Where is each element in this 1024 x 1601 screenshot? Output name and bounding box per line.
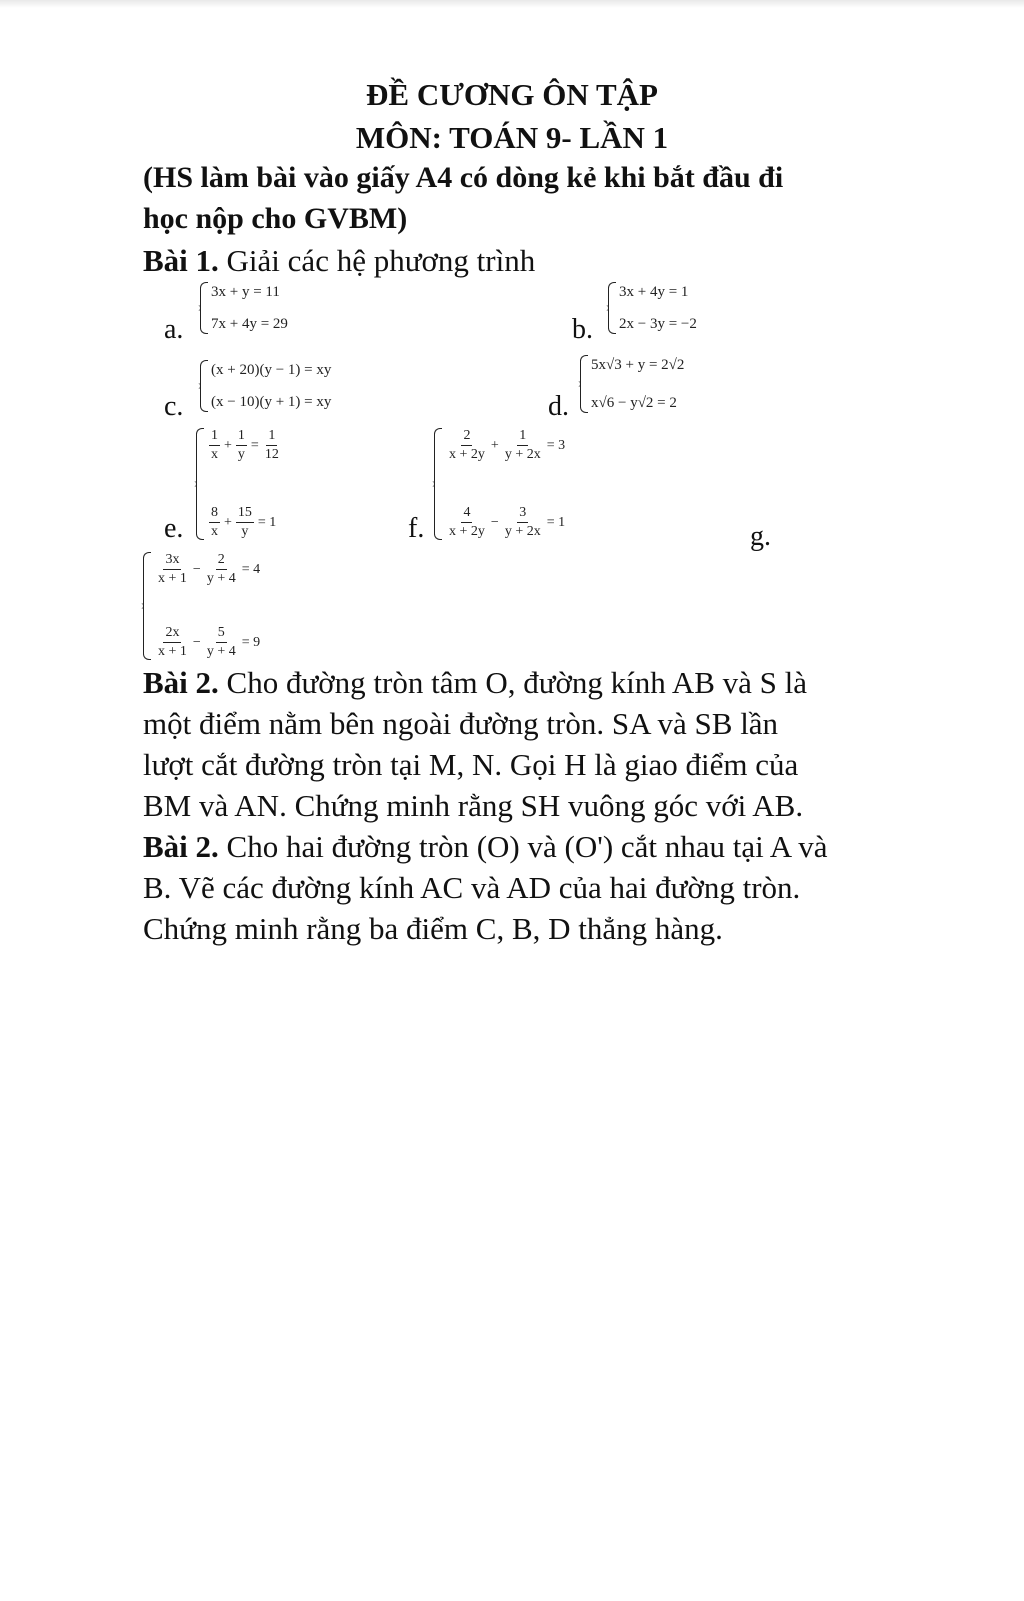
brace bbox=[196, 428, 204, 540]
fraction bbox=[205, 625, 238, 660]
fraction bbox=[447, 505, 487, 540]
exercise-2b-paragraph bbox=[143, 826, 943, 949]
denominator: y + 4 bbox=[206, 644, 236, 659]
exercise-2a-paragraph bbox=[143, 662, 943, 826]
right-hand-side: = 4 bbox=[241, 561, 261, 577]
exercise-1-heading bbox=[143, 240, 535, 282]
system-d bbox=[580, 355, 684, 413]
denominator: x + 1 bbox=[158, 644, 187, 659]
fraction bbox=[209, 505, 220, 540]
numerator: 3 bbox=[517, 505, 528, 523]
numerator: 8 bbox=[209, 505, 220, 523]
document-title: ĐỀ CƯƠNG ÔN TẬP bbox=[366, 77, 658, 112]
exercise-2a-text: Cho đường tròn tâm O, đường kính AB và S là bbox=[218, 665, 808, 700]
system-c-eq2: (x − 10)(y + 1) = xy bbox=[211, 394, 332, 410]
exercise-2b-text: Cho hai đường tròn (O) và (O') cắt nhau tại A và bbox=[218, 829, 828, 864]
item-b-label: b. bbox=[572, 314, 593, 345]
operator: − bbox=[490, 514, 499, 530]
system-g-eq2 bbox=[154, 625, 262, 660]
right-hand-side: = 1 bbox=[546, 514, 566, 530]
system-f-eq2 bbox=[445, 505, 567, 540]
exercise-1-label: Bài 1. bbox=[143, 243, 219, 278]
item-a-label: a. bbox=[164, 314, 184, 345]
denominator: x bbox=[211, 447, 218, 462]
exercise-2b-label: Bài 2. bbox=[143, 829, 219, 864]
numerator: 1 bbox=[517, 428, 528, 446]
instruction-note-line-1: (HS làm bài vào giấy A4 có dòng kẻ khi bắt đầu đi bbox=[143, 161, 784, 194]
brace bbox=[200, 360, 208, 412]
item-e-label: e. bbox=[164, 513, 184, 544]
denominator: x + 1 bbox=[158, 571, 187, 586]
item-c-label: c. bbox=[164, 391, 184, 422]
subject-title: MÔN: TOÁN 9- LẦN 1 bbox=[355, 120, 669, 155]
denominator: y bbox=[237, 447, 245, 462]
instruction-note-line-2: học nộp cho GVBM) bbox=[143, 202, 408, 235]
exercise-2a-line-4: BM và AN. Chứng minh rằng SH vuông góc với AB. bbox=[143, 788, 804, 823]
system-e-eq1 bbox=[207, 428, 283, 463]
operator: + bbox=[224, 514, 232, 530]
system-b-eq1: 3x + 4y = 1 bbox=[619, 284, 689, 300]
exercise-2a-line-2: một điểm nằm bên ngoài đường tròn. SA và SB lần bbox=[143, 706, 779, 741]
fraction bbox=[156, 552, 189, 587]
right-hand-side: = 3 bbox=[546, 437, 566, 453]
operator: + bbox=[224, 437, 232, 453]
numerator: 2x bbox=[163, 625, 181, 643]
exercise-1-text: Giải các hệ phương trình bbox=[218, 243, 536, 278]
system-a-eq2: 7x + 4y = 29 bbox=[211, 316, 288, 332]
fraction bbox=[503, 505, 543, 540]
system-a-eq1: 3x + y = 11 bbox=[211, 284, 280, 300]
system-c-eq1: (x + 20)(y − 1) = xy bbox=[211, 362, 332, 378]
exercise-2b-line-2: B. Vẽ các đường kính AC và AD của hai đường tròn. bbox=[143, 870, 801, 905]
numerator: 3x bbox=[163, 552, 181, 570]
brace bbox=[434, 428, 442, 540]
system-d-eq1: 5x√3 + y = 2√2 bbox=[591, 357, 685, 373]
fraction bbox=[156, 625, 189, 660]
right-hand-side: = 9 bbox=[241, 634, 261, 650]
system-a bbox=[200, 282, 288, 334]
system-c bbox=[200, 360, 331, 412]
fraction bbox=[236, 505, 254, 540]
fraction bbox=[205, 552, 238, 587]
fraction bbox=[236, 428, 247, 463]
system-b bbox=[608, 282, 697, 334]
right-hand-side: = 1 bbox=[257, 514, 277, 530]
fraction bbox=[209, 428, 220, 463]
denominator: x + 2y bbox=[449, 447, 485, 462]
fraction bbox=[503, 428, 543, 463]
numerator: 1 bbox=[236, 428, 247, 446]
system-e-eq2 bbox=[207, 505, 283, 540]
exercise-2a-line-3: lượt cắt đường tròn tại M, N. Gọi H là giao điểm của bbox=[143, 747, 799, 782]
operator: − bbox=[192, 634, 201, 650]
operator: + bbox=[490, 437, 499, 453]
denominator: y + 2x bbox=[504, 524, 541, 539]
numerator: 1 bbox=[266, 428, 277, 446]
numerator: 4 bbox=[461, 505, 472, 523]
operator: − bbox=[192, 561, 201, 577]
system-g-eq1 bbox=[154, 552, 262, 587]
numerator: 2 bbox=[216, 552, 227, 570]
equals-sign: = bbox=[250, 437, 259, 453]
numerator: 2 bbox=[461, 428, 472, 446]
system-d-eq2: x√6 − y√2 = 2 bbox=[591, 395, 677, 411]
denominator: x bbox=[211, 524, 218, 539]
item-f-label: f. bbox=[408, 513, 425, 544]
system-g bbox=[143, 552, 262, 660]
exercise-2a-line-1 bbox=[143, 662, 943, 703]
exercise-2b-line-3: Chứng minh rằng ba điểm C, B, D thẳng hàng. bbox=[143, 911, 723, 946]
fraction bbox=[447, 428, 487, 463]
brace bbox=[608, 282, 616, 334]
denominator: y + 4 bbox=[206, 571, 236, 586]
exercise-2b-line-1 bbox=[143, 826, 943, 867]
item-d-label: d. bbox=[548, 391, 569, 422]
denominator: x + 2y bbox=[449, 524, 485, 539]
system-f bbox=[434, 428, 567, 540]
system-e bbox=[196, 428, 283, 540]
system-b-eq2: 2x − 3y = −2 bbox=[619, 316, 697, 332]
brace bbox=[580, 355, 588, 413]
system-f-eq1 bbox=[445, 428, 567, 463]
denominator: 12 bbox=[264, 447, 279, 462]
denominator: y bbox=[241, 524, 249, 539]
numerator: 15 bbox=[236, 505, 254, 523]
numerator: 1 bbox=[209, 428, 220, 446]
brace bbox=[143, 552, 151, 660]
numerator: 5 bbox=[216, 625, 227, 643]
item-g-label: g. bbox=[750, 521, 771, 552]
fraction bbox=[263, 428, 281, 463]
exercise-2a-label: Bài 2. bbox=[143, 665, 219, 700]
brace bbox=[200, 282, 208, 334]
denominator: y + 2x bbox=[504, 447, 541, 462]
